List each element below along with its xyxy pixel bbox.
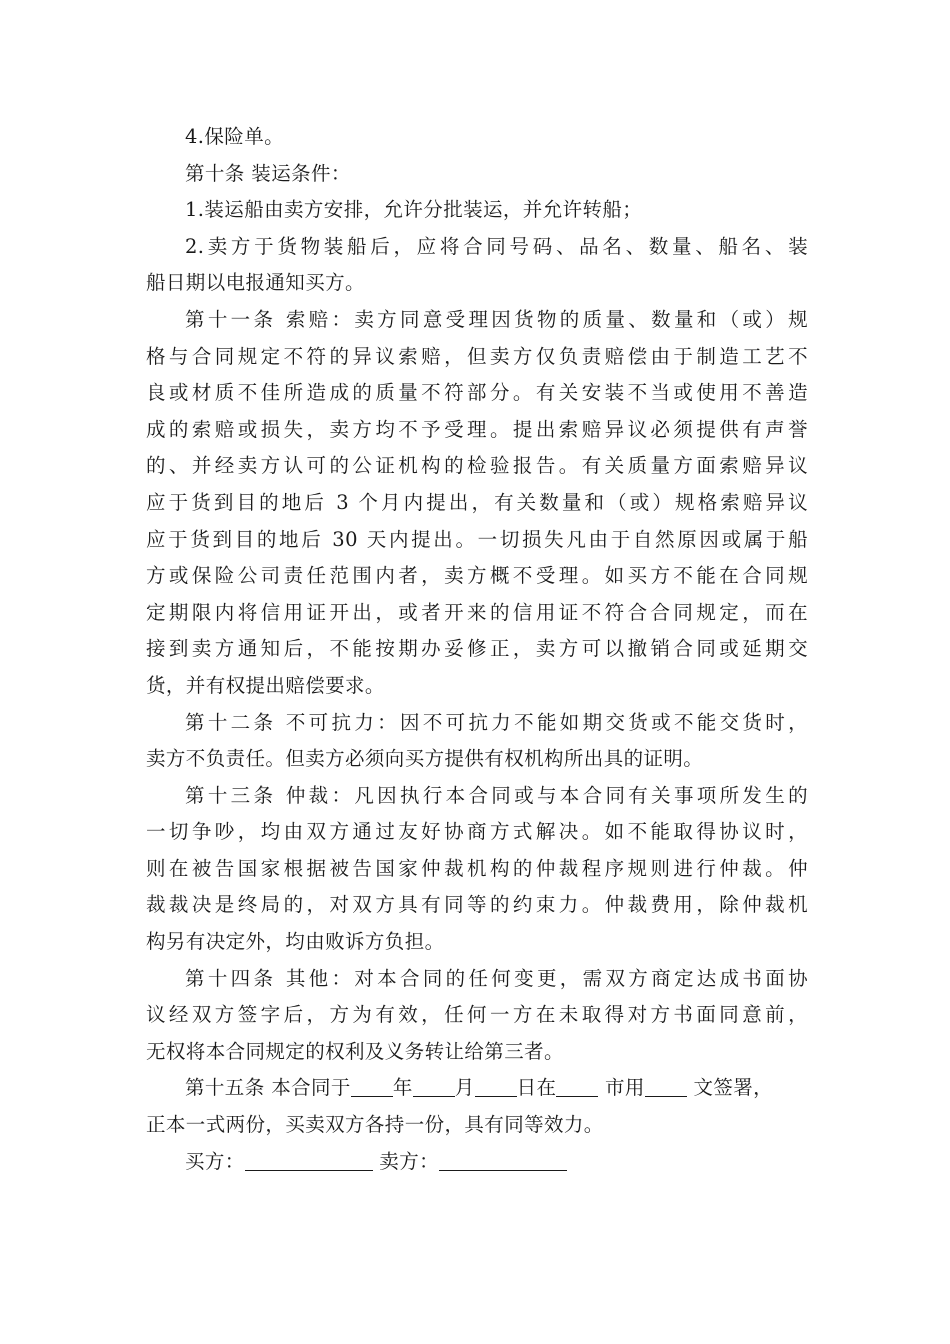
text-fragment: 月 <box>454 1076 475 1100</box>
text-line: 议经双方签字后，方为有效，任何一方在未取得对方书面同意前， <box>146 1003 808 1027</box>
language-blank[interactable] <box>645 1077 687 1098</box>
text-line: 则在被告国家根据被告国家仲裁机构的仲裁程序规则进行仲裁。仲 <box>146 856 808 880</box>
clause-15-signing <box>146 1070 808 1143</box>
buyer-signature-blank[interactable] <box>245 1150 373 1171</box>
clause-11-claims <box>146 302 808 705</box>
text-line: 方或保险公司责任范围内者，卖方概不受理。如买方不能在合同规 <box>146 564 808 588</box>
text-line: 应于货到目的地后 30 天内提出。一切损失凡由于自然原因或属于船 <box>146 527 808 551</box>
text-line: 的、并经卖方认可的公证机构的检验报告。有关质量方面索赔异议 <box>146 454 808 478</box>
text-fragment: 文签署， <box>686 1076 774 1100</box>
day-blank[interactable] <box>475 1077 517 1098</box>
text-line: 一切争吵，均由双方通过友好协商方式解决。如不能取得协议时， <box>146 820 808 844</box>
text-line: 第十二条 不可抗力：因不可抗力不能如期交货或不能交货时， <box>185 710 808 734</box>
text-fragment: 日在 <box>516 1076 557 1100</box>
text-line <box>146 1144 808 1181</box>
clause-14-other <box>146 961 808 1071</box>
buyer-label: 买方： <box>185 1149 245 1173</box>
clause-12-force-majeure <box>146 705 808 778</box>
month-blank[interactable] <box>413 1077 455 1098</box>
text-line: 船日期以电报通知买方。 <box>146 271 365 295</box>
seller-signature-blank[interactable] <box>439 1150 567 1171</box>
city-blank[interactable] <box>556 1077 598 1098</box>
text-line: 卖方不负责任。但卖方必须向买方提供有权机构所出具的证明。 <box>146 747 704 771</box>
text-line: 货，并有权提出赔偿要求。 <box>146 673 385 697</box>
text-line: 成的索赔或损失，卖方均不予受理。提出索赔异议必须提供有声誉 <box>146 417 808 441</box>
text-line: 第十四条 其他：对本合同的任何变更，需双方商定达成书面协 <box>185 966 808 990</box>
text-line: 第十三条 仲裁：凡因执行本合同或与本合同有关事项所发生的 <box>185 783 808 807</box>
text-line: 构另有决定外，均由败诉方负担。 <box>146 930 445 954</box>
seller-label: 卖方： <box>372 1149 440 1173</box>
text-fragment: 第十五条 本合同于 <box>185 1076 351 1100</box>
text-line: 1.装运船由卖方安排，允许分批装运，并允许转船； <box>185 198 643 222</box>
clause-10-heading <box>146 156 808 193</box>
clause-13-arbitration <box>146 778 808 961</box>
text-line: 裁裁决是终局的，对双方具有同等的约束力。仲裁费用，除仲裁机 <box>146 893 808 917</box>
item-insurance <box>146 119 808 156</box>
text-line: 无权将本合同规定的权利及义务转让给第三者。 <box>146 1039 564 1063</box>
text-line: 第十一条 索赔：卖方同意受理因货物的质量、数量和（或）规 <box>185 307 808 331</box>
text-line: 4.保险单。 <box>185 125 285 148</box>
text-line: 接到卖方通知后，不能按期办妥修正，卖方可以撤销合同或延期交 <box>146 637 808 661</box>
text-fragment: 市用 <box>598 1076 645 1100</box>
year-blank[interactable] <box>351 1077 393 1098</box>
text-line: 正本一式两份，买卖双方各持一份，具有同等效力。 <box>146 1113 604 1137</box>
signature-line <box>146 1144 808 1181</box>
text-line: 良或材质不佳所造成的质量不符部分。有关安装不当或使用不善造 <box>146 381 808 405</box>
text-line: 应于货到目的地后 3 个月内提出，有关数量和（或）规格索赔异议 <box>146 490 808 514</box>
text-line: 2.卖方于货物装船后，应将合同号码、品名、数量、船名、装 <box>185 234 808 258</box>
text-line: 第十条 装运条件： <box>185 161 351 185</box>
text-line <box>146 1070 808 1107</box>
document-page <box>146 119 808 1180</box>
clause-10-item-1 <box>146 192 808 229</box>
text-line: 定期限内将信用证开出，或者开来的信用证不符合合同规定，而在 <box>146 600 808 624</box>
text-fragment: 年 <box>392 1076 413 1100</box>
clause-10-item-2 <box>146 229 808 302</box>
text-line: 格与合同规定不符的异议索赔，但卖方仅负责赔偿由于制造工艺不 <box>146 344 808 368</box>
